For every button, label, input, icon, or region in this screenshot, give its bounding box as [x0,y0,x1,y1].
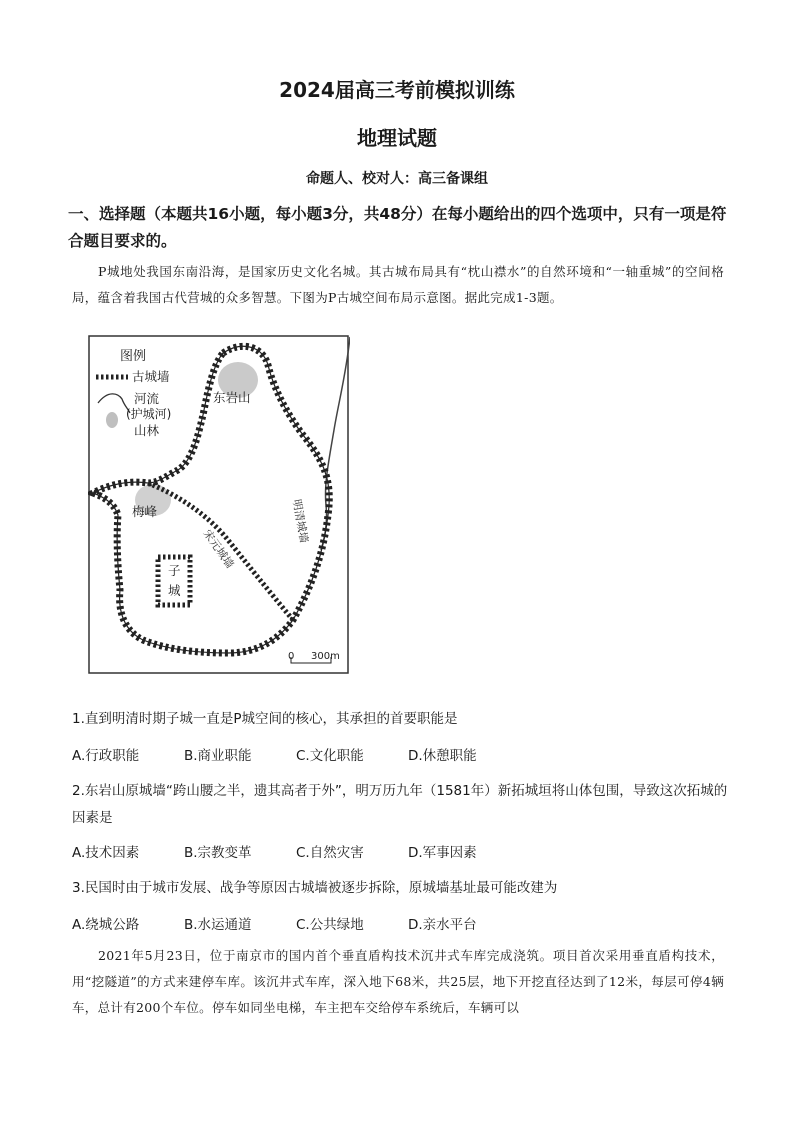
legend-river-label: 河流 [134,391,160,406]
label-meifeng: 梅峰 [132,504,158,519]
legend-forest-label: 山林 [134,423,160,438]
question-1-options [72,744,732,766]
q3-option-b: B.水运通道 [184,917,252,933]
q1-option-c: C.文化职能 [296,748,364,764]
q2-option-b: B.宗教变革 [184,845,252,861]
authors-line: 命题人、校对人：高三备课组 [306,171,488,187]
q1-option-b: B.商业职能 [184,748,252,764]
passage-1: P城地处我国东南沿海，是国家历史文化名城。其古城布局具有“枕山襟水”的自然环境和“一轴重城”的空间格局，蕴含着我国古代营城的众多智慧。下图为P古城空间布局示意图。据此完成1-3题。 [72,264,724,305]
q3-option-c: C.公共绿地 [296,917,364,933]
label-songyuan-wall: 宋元城墙 [200,527,237,571]
q2-option-a: A.技术因素 [72,845,140,861]
q1-option-a: A.行政职能 [72,748,140,764]
passage-2: 2021年5月23日，位于南京市的国内首个垂直盾构技术沉井式车库完成浇筑。项目首次采用垂直盾构技术，用“挖隧道”的方式来建停车库。该沉井式车库，深入地下68米，共25层，地下开挖直径达到了12米，每层可停4辆车，总计有200个车位。停车如同坐电梯，车主把车交给停车系统后，车辆可以 [72,948,724,1015]
scale-value: 300m [311,651,340,662]
q2-option-c: C.自然灾害 [296,845,364,861]
question-3-options [72,913,732,935]
section-heading: 一、选择题（本题共16小题，每小题3分，共48分）在每小题给出的四个选项中，只有一项是符合题目要求的。 [68,205,727,250]
forest-legend-swatch [106,412,118,428]
question-2-options [72,841,732,863]
question-1-stem: 1.直到明清时期子城一直是P城空间的核心，其承担的首要职能是 [72,711,458,727]
question-3-stem: 3.民国时由于城市发展、战争等原因古城墙被逐步拆除，原城墙基址最可能改建为 [72,880,558,896]
q3-option-a: A.绕城公路 [72,917,140,933]
subject-title: 地理试题 [357,126,437,150]
label-zicheng-1: 子 [168,563,181,578]
q1-option-d: D.休憩职能 [408,748,477,764]
legend-title: 图例 [120,349,147,364]
label-mingqing-wall: 明清城墙 [290,498,311,544]
legend-river-note: (护城河) [126,407,172,421]
exam-title: 2024届高三考前模拟训练 [279,78,515,102]
label-dongyan: 东岩山 [213,390,251,405]
scale-zero: 0 [288,651,295,662]
q2-option-d: D.军事因素 [408,845,477,861]
question-2-stem: 2.东岩山原城墙“跨山腰之半，遗其高者于外”，明万历九年（1581年）新拓城垣将山体包围，导致这次拓城的因素是 [72,783,728,826]
q3-option-d: D.亲水平台 [408,917,477,933]
label-zicheng-2: 城 [168,583,181,598]
city-layout-figure [88,335,350,675]
legend-wall-label: 古城墙 [132,369,170,384]
